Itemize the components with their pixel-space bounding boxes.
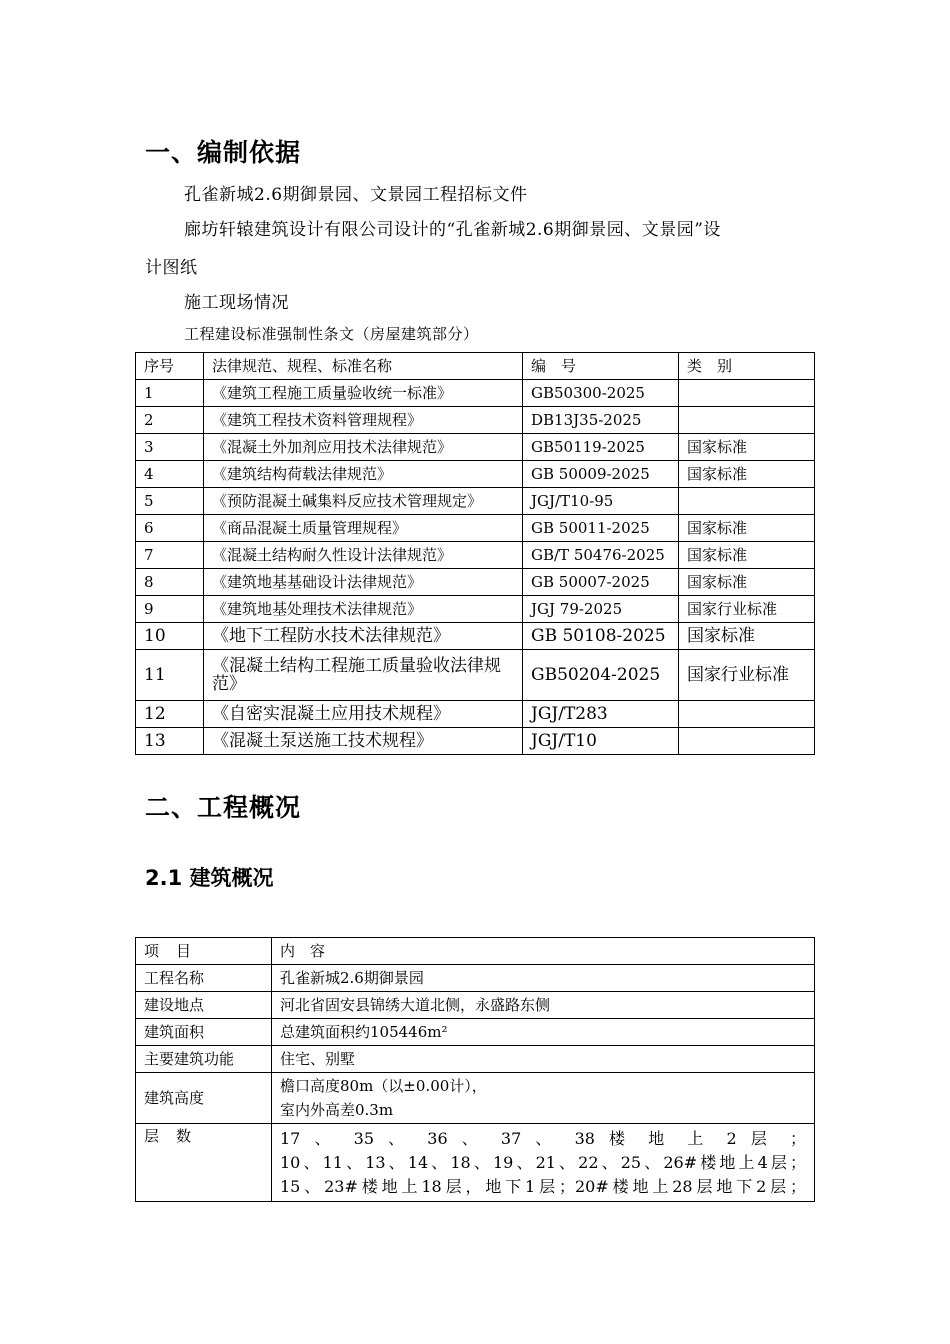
standard-name: 《混凝土泵送施工技术规程》 — [204, 728, 523, 755]
row-number: 2 — [136, 407, 204, 434]
standard-code: JGJ/T10-95 — [523, 488, 679, 515]
standard-code: GB50204-2025 — [523, 650, 679, 701]
standard-name: 《混凝土结构耐久性设计法律规范》 — [204, 542, 523, 569]
standard-name: 《商品混凝土质量管理规程》 — [204, 515, 523, 542]
table-row — [136, 596, 815, 623]
table-row — [136, 569, 815, 596]
table-row — [136, 542, 815, 569]
value-line: 檐口高度80m（以±0.00计）， — [280, 1077, 487, 1095]
basis-line-4: 施工现场情况 — [184, 293, 289, 313]
row-label: 层 数 — [136, 1124, 272, 1202]
header-cell: 内 容 — [272, 938, 815, 965]
table-row — [136, 1124, 815, 1202]
standard-code: GB 50009-2025 — [523, 461, 679, 488]
table-row — [136, 1073, 815, 1124]
row-number: 11 — [136, 650, 204, 701]
row-value: 河北省固安县锦绣大道北侧，永盛路东侧 — [272, 992, 815, 1019]
section-2-heading: 二、工程概况 — [145, 793, 302, 822]
standard-code: DB13J35-2025 — [523, 407, 679, 434]
standard-category: 国家标准 — [679, 569, 815, 596]
standard-category: 国家标准 — [679, 623, 815, 650]
standard-code: GB50119-2025 — [523, 434, 679, 461]
standards-table — [135, 352, 815, 755]
table-row — [136, 992, 815, 1019]
header-cell: 法律规范、规程、标准名称 — [204, 353, 523, 380]
basis-line-5: 工程建设标准强制性条文（房屋建筑部分） — [184, 325, 479, 343]
row-number: 12 — [136, 701, 204, 728]
table-row — [136, 515, 815, 542]
row-number: 1 — [136, 380, 204, 407]
row-value — [272, 1124, 815, 1202]
row-number: 13 — [136, 728, 204, 755]
row-value: 孔雀新城2.6期御景园 — [272, 965, 815, 992]
table-row — [136, 650, 815, 701]
row-value — [272, 1073, 815, 1124]
table-row — [136, 488, 815, 515]
standard-code: GB 50011-2025 — [523, 515, 679, 542]
standard-category — [679, 407, 815, 434]
basis-line-3: 计图纸 — [145, 258, 198, 278]
standard-category — [679, 701, 815, 728]
standard-category — [679, 488, 815, 515]
subsection-heading: 2.1 建筑概况 — [145, 866, 274, 890]
table-row — [136, 1019, 815, 1046]
table-row — [136, 1046, 815, 1073]
value-line: 10、11、13、14、18、19、21、22、25、26#楼地上4层； — [280, 1153, 806, 1172]
standard-code: GB 50108-2025 — [523, 623, 679, 650]
row-value: 住宅、别墅 — [272, 1046, 815, 1073]
standard-code: GB/T 50476-2025 — [523, 542, 679, 569]
standard-name: 《建筑工程施工质量验收统一标准》 — [204, 380, 523, 407]
value-line: 室内外高差0.3m — [280, 1101, 394, 1119]
table-row — [136, 461, 815, 488]
table-header-row — [136, 353, 815, 380]
header-cell: 编 号 — [523, 353, 679, 380]
row-number: 4 — [136, 461, 204, 488]
row-number: 7 — [136, 542, 204, 569]
header-cell: 序号 — [136, 353, 204, 380]
standard-category: 国家标准 — [679, 434, 815, 461]
row-number: 5 — [136, 488, 204, 515]
standard-code: GB 50007-2025 — [523, 569, 679, 596]
row-label: 建筑高度 — [136, 1073, 272, 1124]
standard-code: JGJ 79-2025 — [523, 596, 679, 623]
row-value: 总建筑面积约105446m² — [272, 1019, 815, 1046]
standard-category: 国家行业标准 — [679, 650, 815, 701]
table-row — [136, 380, 815, 407]
table-row — [136, 965, 815, 992]
row-number: 8 — [136, 569, 204, 596]
basis-line-2: 廊坊轩辕建筑设计有限公司设计的“孔雀新城2.6期御景园、文景园”设 — [184, 220, 721, 240]
header-cell: 类 别 — [679, 353, 815, 380]
standard-category: 国家标准 — [679, 515, 815, 542]
standard-category: 国家标准 — [679, 542, 815, 569]
row-number: 6 — [136, 515, 204, 542]
value-line: 17 、 35 、 36 、 37 、 38 楼 地 上 2 层 ； — [280, 1129, 806, 1148]
standard-name: 《地下工程防水技术法律规范》 — [204, 623, 523, 650]
table-row — [136, 728, 815, 755]
standard-name: 《混凝土结构工程施工质量验收法律规范》 — [204, 650, 523, 701]
standard-code: JGJ/T283 — [523, 701, 679, 728]
row-number: 10 — [136, 623, 204, 650]
standard-category — [679, 728, 815, 755]
standard-category: 国家行业标准 — [679, 596, 815, 623]
standard-name: 《建筑结构荷载法律规范》 — [204, 461, 523, 488]
overview-table — [135, 937, 815, 1202]
table-row — [136, 434, 815, 461]
standard-name: 《自密实混凝土应用技术规程》 — [204, 701, 523, 728]
standard-category: 国家标准 — [679, 461, 815, 488]
standard-name: 《建筑工程技术资料管理规程》 — [204, 407, 523, 434]
header-cell: 项 目 — [136, 938, 272, 965]
standard-name: 《建筑地基基础设计法律规范》 — [204, 569, 523, 596]
table-row — [136, 623, 815, 650]
table-header-row — [136, 938, 815, 965]
row-label: 建筑面积 — [136, 1019, 272, 1046]
standard-category — [679, 380, 815, 407]
value-line: 15、23#楼地上18层，地下1层；20#楼地上28层地下2层； — [280, 1177, 806, 1196]
row-number: 3 — [136, 434, 204, 461]
table-row — [136, 701, 815, 728]
basis-line-1: 孔雀新城2.6期御景园、文景园工程招标文件 — [184, 185, 528, 205]
table-row — [136, 407, 815, 434]
standard-name: 《混凝土外加剂应用技术法律规范》 — [204, 434, 523, 461]
row-number: 9 — [136, 596, 204, 623]
standard-code: JGJ/T10 — [523, 728, 679, 755]
standard-name: 《建筑地基处理技术法律规范》 — [204, 596, 523, 623]
standard-code: GB50300-2025 — [523, 380, 679, 407]
section-1-heading: 一、编制依据 — [145, 138, 302, 167]
standard-name: 《预防混凝土碱集料反应技术管理规定》 — [204, 488, 523, 515]
row-label: 工程名称 — [136, 965, 272, 992]
row-label: 建设地点 — [136, 992, 272, 1019]
row-label: 主要建筑功能 — [136, 1046, 272, 1073]
